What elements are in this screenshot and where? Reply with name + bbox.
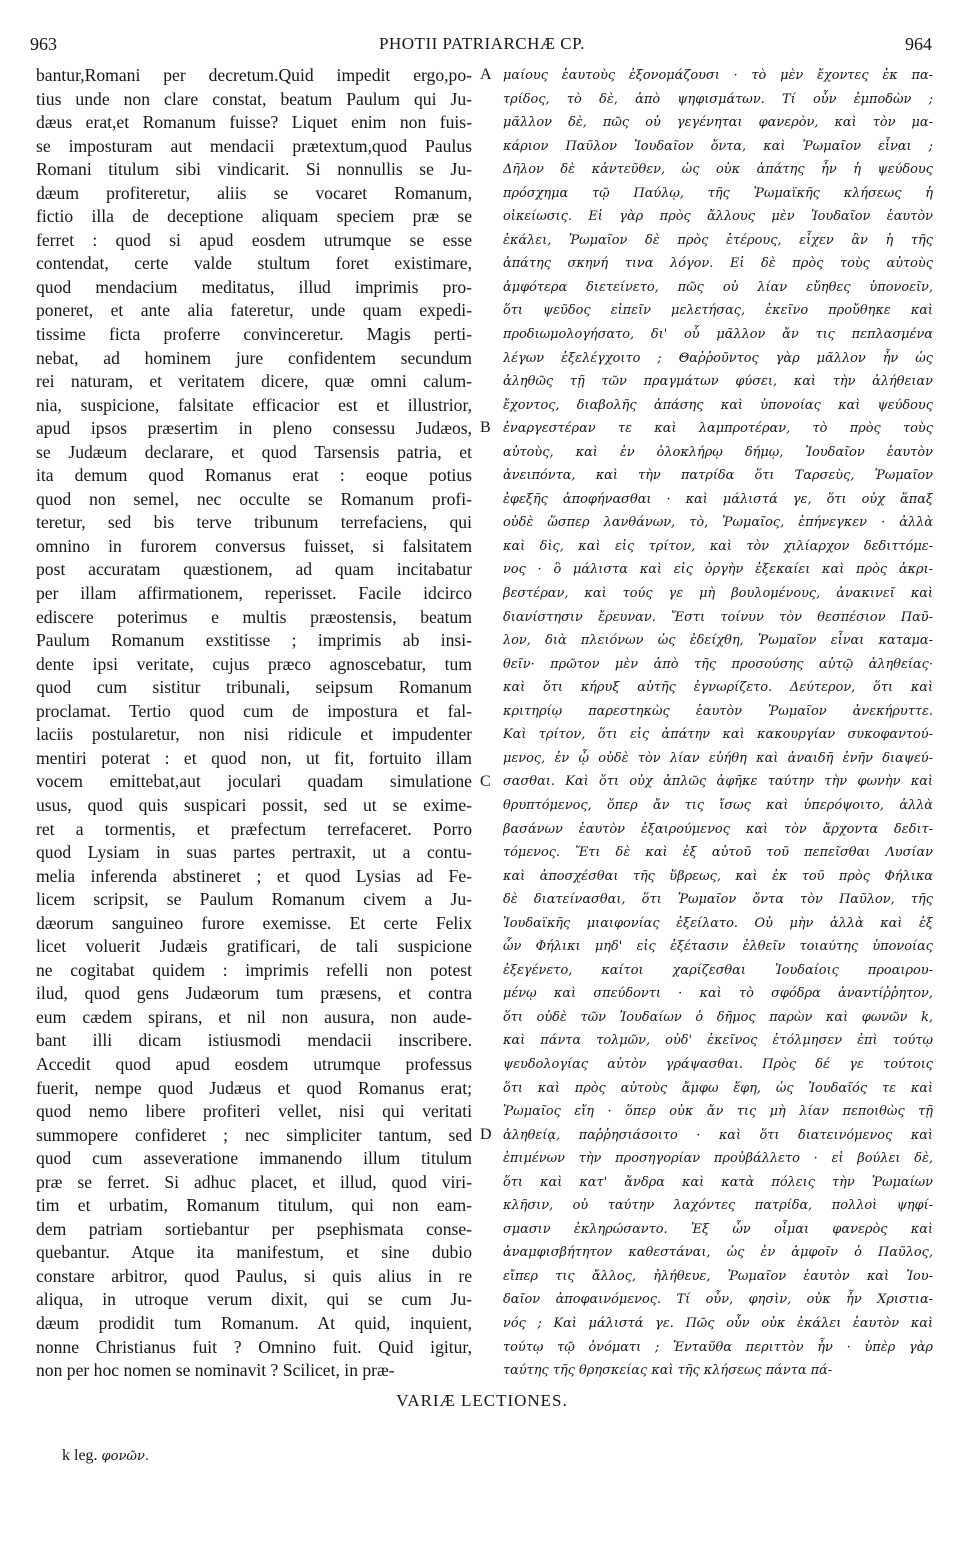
latin-text-line: dæorum sanguineo furore exemisse. Et certe Felix: [36, 912, 472, 933]
latin-text-line: nonne Christianus fuit ? Omnino fuit. Quid igitur,: [36, 1336, 472, 1357]
latin-text-line: fuerit, nempe quod Judæus et quod Romanus erat;: [36, 1077, 472, 1098]
latin-text-line: aliqua, in utroque verum dixit, qui se cum Ju-: [36, 1289, 472, 1310]
latin-text-line: se Judæum declarare, et quod Tarsensis patria, et: [36, 441, 472, 462]
greek-text-line: Καὶ τρίτον, ὅτι εἰς ἀπάτην καὶ κακουργίαν συκοφαντού-: [503, 727, 933, 743]
latin-text-line: tius unde non clare constat, beatum Paulum qui Ju-: [36, 88, 472, 109]
footnote: [62, 1447, 149, 1465]
margin-marker-c: C: [480, 772, 491, 790]
greek-text-line: ἀνειπόντα, καὶ τὴν πατρίδα ὅτι Ταρσεὺς, Ῥωμαῖον: [503, 468, 933, 484]
greek-text-line: οὐδὲ ὥσπερ λανθάνων, τὸ, Ῥωμαῖος, ἐπήνεγκεν · ἀλλὰ: [503, 515, 933, 531]
latin-text-line: quebantur. Atque ita manifestum, et sine dubio: [36, 1242, 472, 1263]
greek-text-line: τόμενος. Ἔτι δὲ καὶ ἐξ αὐτοῦ τοῦ πεπεῖσθαι Λυσίαν: [503, 845, 933, 861]
latin-text-line: post accuratam quæstionem, ad quam incitabatur: [36, 559, 472, 580]
margin-marker-a: A: [480, 66, 492, 83]
greek-text-line: αὐτοὺς, καὶ ἐν ὁλοκλήρῳ δήμῳ, Ἰουδαῖον ἑαυτὸν: [503, 444, 933, 460]
latin-text-line: eum cædem spirans, et nil non ausura, non aude-: [36, 1006, 472, 1027]
greek-text-line: διανίστησιν ἔρευναν. Ἔστι τοίνυν τὸν θεσπέσιον Παῦ-: [503, 609, 933, 625]
latin-text-line: ita demum quod Romanus erat : eoque potius: [36, 465, 472, 486]
greek-text-line: τρίδος, τὸ δὲ, ἀπὸ ψηφισμάτων. Τί οὖν ἐμποδὼν ;: [503, 91, 933, 107]
greek-text-line: μᾶλλον δὲ, πῶς οὐ γεγένηται φανερὸν, καὶ τὸν μα-: [503, 115, 933, 131]
latin-text-line: poneret, et ante alia fateretur, unde quam expedi-: [36, 300, 472, 321]
latin-text-line: dæus erat,et Romanum fuisse? Liquet enim non fuis-: [36, 112, 472, 133]
latin-text-line: mentiri poterat : et quod non, ut fit, fortuito illam: [36, 747, 472, 768]
page-number-right: 964: [905, 34, 932, 54]
greek-text-line: ἀληθῶς τῇ τῶν πραγμάτων φύσει, καὶ τὴν ἀλήθειαν: [503, 374, 933, 390]
greek-text-line: θρυπτόμενος, ὅπερ ἄν τις ἴσως καὶ ὑπερόψοιτο, ἀλλὰ: [503, 797, 933, 813]
latin-text-line: teretur, sed bis terve tribunum terrefaciens, qui: [36, 512, 472, 533]
greek-text-line: σασθαι. Καὶ ὅτι οὐχ ἁπλῶς ἀφῆκε ταύτην τὴν φωνὴν καὶ: [503, 774, 933, 790]
latin-text-line: omnino in furorem conversus fuisset, si falsitatem: [36, 535, 472, 556]
greek-text-line: λέγων ἐξελέγχοιτο ; Θαῤῥοῦντος γὰρ μᾶλλον ἦν ὡς: [503, 350, 933, 366]
greek-text-line: ὅτι ψεῦδος εἰπεῖν μελετήσας, ἐκεῖνο προὔθηκε καὶ: [503, 303, 933, 319]
latin-text-line: usus, quod quis suspicari possit, sed ut se exime-: [36, 794, 472, 815]
latin-text-line: quod nemo libere profiteri vellet, nisi qui veritati: [36, 1101, 472, 1122]
greek-text-line: εἴπερ τις ἄλλος, ἠλήθευε, Ῥωμαῖον ἑαυτὸν καὶ Ἰου-: [503, 1268, 933, 1284]
latin-text-line: melia inferenda abstineret ; et quod Lysias ad Fe-: [36, 865, 472, 886]
greek-text-line: ἀληθείᾳ, παῤῥησιάσοιτο · καὶ ὅτι διατεινόμενος καὶ: [503, 1127, 933, 1143]
latin-text-line: per illam affirmationem, reperisset. Facile idcirco: [36, 583, 472, 604]
latin-text-line: dem patriam sortiebantur per psephismata conse-: [36, 1218, 472, 1239]
running-title: PHOTII PATRIARCHÆ CP.: [379, 34, 585, 53]
greek-text-line: ἀπάτης σκηνή τινα λόγον. Εἰ δὲ πρὸς τοὺς αὐτοὺς: [503, 256, 933, 272]
latin-text-line: non per hoc nomen se nominavit ? Scilicet, in præ-: [36, 1360, 395, 1381]
greek-text-line: βεστέραν, καὶ τούς γε μὴ βουλομένους, ἀνακινεῖ καὶ: [503, 586, 933, 602]
greek-text-line: μενος, ἐν ᾧ οὐδὲ τὸν λίαν εὐήθη καὶ ἀναιδῆ ἐνῆν διαψεύ-: [503, 750, 933, 766]
latin-text-line: nebat, ad hominem jure confidentem secundum: [36, 347, 472, 368]
greek-text-line: κριτηρίῳ παρεστηκὼς ἑαυτὸν Ῥωμαῖον ἀνεκήρυττε.: [503, 703, 933, 719]
greek-text-line: ἔχοντος, διαβολῆς ἁπάσης καὶ ὑπονοίας καὶ ψεύδους: [503, 397, 933, 413]
latin-text-line: rei naturam, et veritatem dicere, quæ omni calum-: [36, 371, 472, 392]
latin-text-line: dæum profiteretur, aliis se vocaret Romanum,: [36, 182, 472, 203]
latin-text-line: vocem emittebat,aut joculari quadam simulatione: [36, 771, 472, 792]
greek-text-line: θεῖν· πρῶτον μὲν ἀπὸ τῆς προσούσης αὐτῷ ἀληθείας·: [503, 656, 933, 672]
greek-text-line: δαῖον ἀποφαινόμενος. Τί οὖν, φησὶν, οὐκ ἦν Χριστια-: [503, 1292, 933, 1308]
latin-text-line: laciis postularetur, non nisi ridicule et impudenter: [36, 724, 472, 745]
latin-text-line: Romani titulum sibi vindicarit. Si nonnullis se Ju-: [36, 159, 472, 180]
latin-text-line: quod Lysiam in suas partes pertraxit, ut a contu-: [36, 842, 472, 863]
greek-text-line: ταύτης τῆς θρησκείας καὶ τῆς κλήσεως πάντα πά-: [503, 1363, 833, 1379]
latin-text-line: quod mendacium meditatus, illud imprimis pro-: [36, 276, 472, 297]
greek-text-line: ὅτι καὶ πρὸς αὐτοὺς ἄμφω ἔφη, ὡς Ἰουδαῖός τε καὶ: [503, 1080, 933, 1096]
greek-text-line: ὅτι οὐδὲ τῶν Ἰουδαίων ὁ δῆμος παρὼν καὶ φωνῶν k,: [503, 1009, 933, 1025]
greek-text-line: καὶ ὅτι κήρυξ αὐτῆς ἐγνωρίζετο. Δεύτερον, ὅτι καὶ: [503, 680, 933, 696]
greek-text-line: ἀμφότερα διετείνετο, πῶς οὐ λίαν εὔηθες ὑπονοεῖν,: [503, 279, 933, 295]
latin-text-line: ilud, quod gens Judæorum tum præsens, et contra: [36, 983, 472, 1004]
greek-text-line: ἐναργεστέραν τε καὶ λαμπροτέραν, τὸ πρὸς τοὺς: [503, 421, 933, 437]
greek-text-line: Ἰουδαϊκῆς μιαιφονίας ἐξείλατο. Οὐ μὴν ἀλλὰ καὶ ἐξ: [503, 915, 933, 931]
greek-text-line: καὶ δὶς, καὶ εἰς τρίτον, καὶ τὸν χιλίαρχον δεδιττόμε-: [503, 538, 933, 554]
latin-text-line: fictio illa de deceptione aliquam speciem præ se: [36, 206, 472, 227]
footnote-label: k leg.: [62, 1447, 98, 1464]
latin-text-line: licem scripsit, se Paulum Romanum civem a Ju-: [36, 889, 472, 910]
greek-text-line: ἐπιμένων τὴν προσηγορίαν προὐβάλλετο · εἰ βούλει δὲ,: [503, 1151, 933, 1167]
latin-text-line: nia, suspicione, falsitate efficacior est et illustrior,: [36, 394, 472, 415]
greek-text-line: κλῆσιν, οὐ ταύτην λαχόντες πατρίδα, πολλοὶ ψηφί-: [503, 1198, 933, 1214]
greek-text-line: ὧν Φήλικι μηδ' εἰς ἐξέτασιν ἐλθεῖν τοιαύτης ὑπονοίας: [503, 939, 933, 955]
latin-text-line: bantur,Romani per decretum.Quid impedit ergo,po-: [36, 65, 472, 85]
greek-text-line: λον, διὰ πλειόνων ὡς ἐδείχθη, Ῥωμαῖον εἶναι καταμα-: [503, 633, 933, 649]
latin-text-line: licet voluerit Judæis gratificari, de tali suspicione: [36, 936, 472, 957]
latin-text-line: præ se ferret. Si adhuc placet, et illud, quod viri-: [36, 1171, 472, 1192]
latin-text-line: proclamat. Tertio quod cum de impostura et fal-: [36, 700, 472, 721]
latin-text-line: ediscere poterimus e multis præostensis, beatum: [36, 606, 472, 627]
variae-lectiones-heading: VARIÆ LECTIONES.: [396, 1391, 568, 1410]
latin-text-line: ne cogitabat quidem : imprimis refelli non potest: [36, 959, 472, 980]
greek-text-line: βασάνων ἑαυτὸν ἐξαιρούμενος καὶ τὸν ἄρχοντα δεδιτ-: [503, 821, 933, 837]
greek-text-line: προδιωμολογήσατο, δι' οὗ μᾶλλον ἄν τις πεπλασμένα: [503, 327, 933, 343]
footnote-greek: φονῶν.: [101, 1449, 150, 1464]
greek-text-line: Ῥωμαῖος εἴη · ὅπερ οὐκ ἄν τις μὴ λίαν πεποιθὼς τῇ: [503, 1104, 933, 1120]
greek-text-column: [503, 64, 933, 1383]
greek-text-line: ἐκάλει, Ῥωμαῖον δὲ πρὸς ἑτέρους, εἶχεν ἂν ἡ τῆς: [503, 232, 933, 248]
greek-text-line: σμασιν ἐκληρώσαντο. Ἐξ ὧν οἶμαι φανερὸς καὶ: [503, 1221, 933, 1237]
latin-text-line: quod non semel, nec occulte se Romanum profi-: [36, 488, 472, 509]
greek-text-line: ἀναμφισβήτητον καθεστάναι, ὡς ἐν ἀμφοῖν ὁ Παῦλος,: [503, 1245, 933, 1261]
latin-text-line: bant illi dicam istiusmodi mendacii inscribere.: [36, 1030, 472, 1051]
latin-text-line: dæum prodidit tum Romanum. At quid, inquient,: [36, 1312, 472, 1333]
latin-text-line: constare arbitror, quod Paulus, si quis alius in re: [36, 1265, 472, 1286]
latin-text-line: Paulum Romanum exstitisse ; imprimis ab insi-: [36, 630, 472, 651]
latin-text-line: tissime ficta proferre convinceretur. Magis perti-: [36, 324, 472, 345]
greek-text-line: κάριον Παῦλον Ἰουδαῖον ὄντα, καὶ Ῥωμαῖον εἶναι ;: [503, 138, 933, 154]
latin-text-line: tim et urbatim, Romanum titulum, qui non eam-: [36, 1195, 472, 1216]
greek-text-line: Δῆλον δὲ κἀντεῦθεν, ὡς οὐκ ἀπάτης ἦν ἡ ψεύδους: [503, 162, 933, 178]
margin-marker-b: B: [480, 419, 491, 437]
latin-text-column: [36, 64, 472, 1383]
latin-text-line: quod cum sistitur tribunali, seipsum Romanum: [36, 677, 472, 698]
latin-text-line: ret a tormentis, et præfectum terrefaceret. Porro: [36, 818, 472, 839]
latin-text-line: Accedit quod apud eosdem utrumque professus: [36, 1053, 472, 1074]
greek-text-line: νός ; Καὶ μάλιστά γε. Πῶς οὖν οὐκ ἐκάλει ἑαυτὸν καὶ: [503, 1315, 933, 1331]
greek-text-line: ἐφεξῆς ἀποφήνασθαι · καὶ μάλιστά γε, ὅτι οὐχ ἅπαξ: [503, 491, 933, 507]
greek-text-line: καὶ ἀποσχέσθαι τῆς ὕβρεως, καὶ ἐκ τοῦ πρὸς Φήλικα: [503, 868, 933, 884]
running-header: [28, 26, 936, 54]
column-margin-markers: [476, 64, 498, 1304]
greek-text-line: δὲ διατείνασθαι, ὅτι Ῥωμαῖον ὄντα τὸν Παῦλον, τῆς: [503, 892, 933, 908]
latin-text-line: dente ipsi veritate, cujus præco agnoscebatur, tum: [36, 653, 472, 674]
greek-text-line: καὶ πάντα τολμῶν, οὐδ' ἐκεῖνος ἐτόλμησεν ἐπὶ τούτῳ: [503, 1033, 933, 1049]
latin-text-line: contendat, certe valde stultum foret existimare,: [36, 253, 472, 274]
greek-text-line: ψευδολογίας αὐτὸν γράψασθαι. Πρὸς δέ γε τούτοις: [503, 1056, 933, 1072]
latin-text-line: quod cum asseveratione immanendo illum titulum: [36, 1148, 472, 1169]
latin-text-line: ferret : quod si apud eosdem utrumque se esse: [36, 229, 472, 250]
latin-text-line: summopere confideret ; nec simpliciter tantum, sed: [36, 1124, 472, 1145]
latin-text-line: se imposturam aut mendacii prætextum,quod Paulus: [36, 135, 472, 156]
greek-text-line: μένῳ καὶ σπεύδοντι · καὶ τὸ σφόδρα ἀναντίῤῥητον,: [503, 986, 933, 1002]
greek-text-line: οἰκείωσις. Εἰ γὰρ πρὸς ἄλλους μὲν Ἰουδαῖον ἑαυτὸν: [503, 209, 933, 225]
latin-text-line: apud ipsos præsertim in pleno consessu Judæos,: [36, 418, 472, 439]
greek-text-line: μαίους ἑαυτοὺς ἐξονομάζουσι · τὸ μὲν ἔχοντες ἐκ πα-: [503, 68, 933, 83]
greek-text-line: ἐξεγένετο, καίτοι χαρίζεσθαι Ἰουδαίοις προαιρου-: [503, 962, 933, 978]
margin-marker-d: D: [480, 1125, 492, 1143]
page-number-left: 963: [30, 34, 57, 54]
greek-text-line: τούτῳ τῷ ὀνόματι ; Ἐνταῦθα περιττὸν ἦν · ὑπὲρ γὰρ: [503, 1339, 933, 1355]
greek-text-line: πρόσχημα τῷ Παύλῳ, τῆς Ῥωμαϊκῆς κλήσεως ἡ: [503, 185, 933, 201]
greek-text-line: ὅτι καὶ κατ' ἄνδρα καὶ κατὰ πόλεις τὴν Ῥωμαίων: [503, 1174, 933, 1190]
greek-text-line: νος · ὃ μάλιστα καὶ εἰς ὀργὴν ἐξεκαίει καὶ πρὸς ἀκρι-: [503, 562, 933, 578]
